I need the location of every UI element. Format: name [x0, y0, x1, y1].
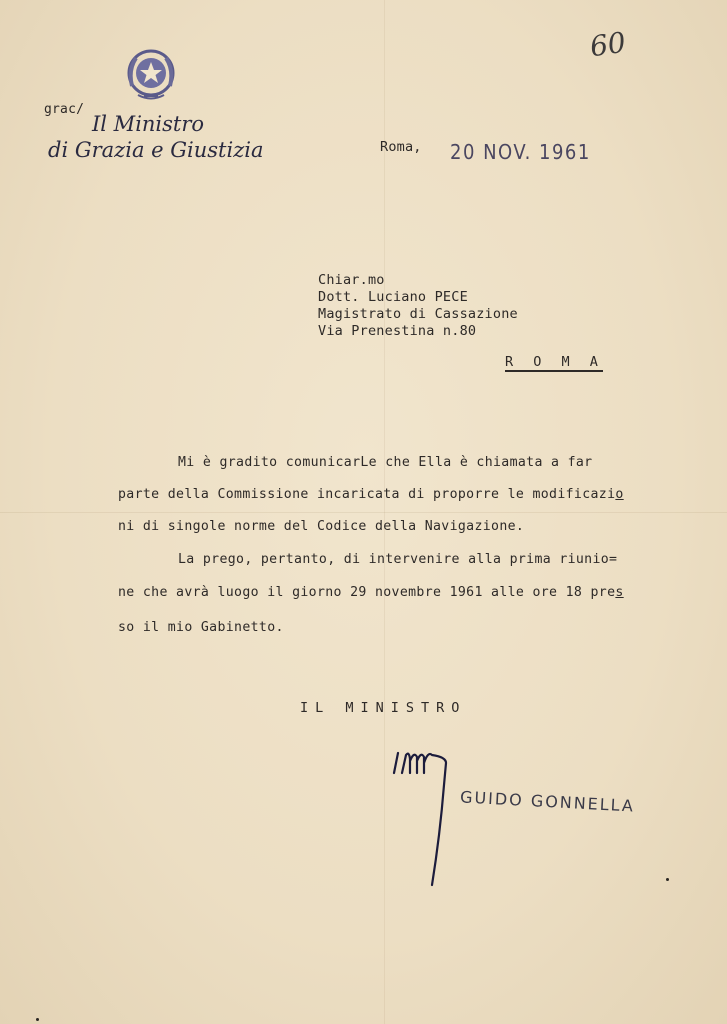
- paper-speck: [666, 878, 669, 881]
- underlined-correction: o: [615, 487, 624, 502]
- addressee-title: Magistrato di Cassazione: [318, 306, 518, 322]
- body-line: [118, 585, 624, 600]
- body-line: La prego, pertanto, di intervenire alla prima riunio=: [178, 552, 618, 567]
- body-line: Mi è gradito comunicarLe che Ella è chiamata a far: [178, 455, 593, 470]
- reference-code: grac/: [44, 102, 85, 117]
- signatory-name: GUIDO GONNELLA: [459, 787, 636, 816]
- city-underline: [505, 370, 603, 372]
- addressee-city: R O M A: [505, 354, 604, 370]
- italian-republic-emblem-icon: [124, 46, 178, 102]
- letterhead-title: Il Ministro: [92, 112, 205, 136]
- paper-speck: [36, 1018, 39, 1021]
- handwritten-signature: [386, 745, 466, 890]
- body-text: parte della Commissione incaricata di proporre le modificazi: [118, 487, 616, 502]
- archive-number: 60: [587, 25, 628, 64]
- addressee-name: Dott. Luciano PECE: [318, 289, 468, 305]
- date-stamp: 20 NOV. 1961: [450, 140, 591, 164]
- underlined-correction: s: [615, 585, 624, 600]
- body-line: so il mio Gabinetto.: [118, 620, 284, 635]
- date-place: Roma,: [380, 139, 422, 155]
- closing-title: IL MINISTRO: [300, 700, 467, 716]
- body-line: ni di singole norme del Codice della Navigazione.: [118, 519, 525, 534]
- addressee-salutation: Chiar.mo: [318, 272, 385, 288]
- body-text: ne che avrà luogo il giorno 29 novembre 1961 alle ore 18 pre: [118, 585, 616, 600]
- letterhead-subtitle: di Grazia e Giustizia: [48, 138, 264, 162]
- addressee-street: Via Prenestina n.80: [318, 323, 477, 339]
- fold-line: [0, 512, 727, 513]
- body-line: [118, 487, 624, 502]
